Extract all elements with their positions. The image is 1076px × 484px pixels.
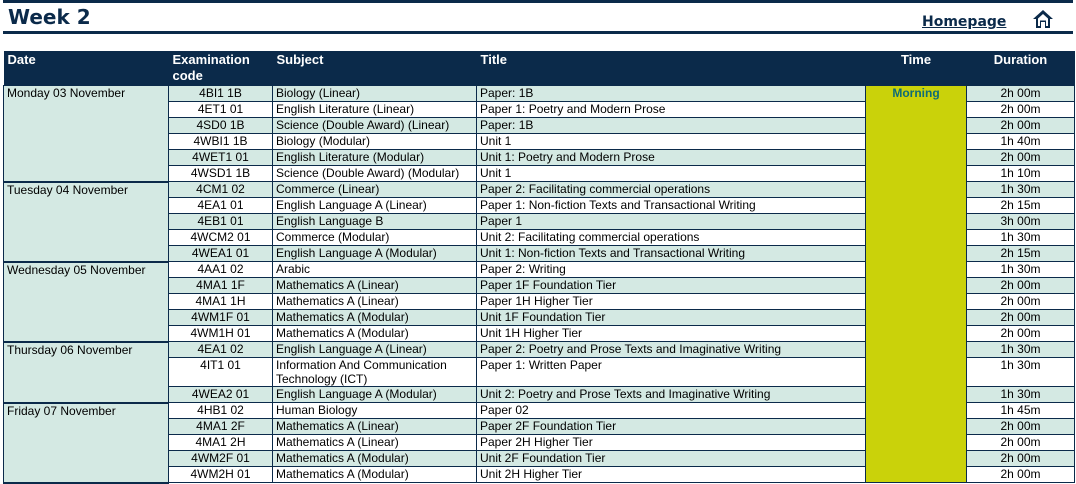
exam-code: 4WM1H 01	[169, 326, 273, 342]
subject-name: Mathematics A (Modular)	[273, 467, 477, 483]
exam-code: 4MA1 2H	[169, 435, 273, 451]
subject-name: Biology (Modular)	[273, 134, 477, 150]
paper-title: Unit 2: Poetry and Prose Texts and Imaginative Writing	[477, 387, 866, 403]
subject-name: Mathematics A (Linear)	[273, 294, 477, 310]
paper-title: Unit 2H Higher Tier	[477, 467, 866, 483]
exam-code: 4CM1 02	[169, 182, 273, 198]
exam-date: Thursday 06 November	[4, 342, 169, 403]
paper-title: Paper: 1B	[477, 118, 866, 134]
subject-name: Mathematics A (Linear)	[273, 435, 477, 451]
header-date: Date	[4, 51, 169, 86]
exam-duration: 2h 00m	[967, 310, 1075, 326]
exam-duration: 2h 15m	[967, 198, 1075, 214]
subject-name: Mathematics A (Modular)	[273, 451, 477, 467]
paper-title: Unit 1F Foundation Tier	[477, 310, 866, 326]
exam-duration: 2h 00m	[967, 86, 1075, 102]
exam-duration: 2h 00m	[967, 278, 1075, 294]
exam-duration: 1h 30m	[967, 262, 1075, 278]
paper-title: Paper 1: Non-fiction Texts and Transactional Writing	[477, 198, 866, 214]
subject-name: Mathematics A (Modular)	[273, 326, 477, 342]
exam-timetable	[3, 51, 1075, 484]
exam-code: 4SD0 1B	[169, 118, 273, 134]
subject-name: Biology (Linear)	[273, 86, 477, 102]
paper-title: Unit 1H Higher Tier	[477, 326, 866, 342]
exam-code: 4WM2H 01	[169, 467, 273, 483]
subject-name: Mathematics A (Linear)	[273, 278, 477, 294]
paper-title: Paper 2F Foundation Tier	[477, 419, 866, 435]
paper-title: Unit 1	[477, 134, 866, 150]
page-title: Week 2	[8, 5, 91, 29]
subject-name: Mathematics A (Linear)	[273, 419, 477, 435]
exam-duration: 1h 30m	[967, 230, 1075, 246]
paper-title: Paper 1: Poetry and Modern Prose	[477, 102, 866, 118]
paper-title: Paper 2H Higher Tier	[477, 435, 866, 451]
paper-title: Unit 1: Poetry and Modern Prose	[477, 150, 866, 166]
exam-duration: 2h 00m	[967, 150, 1075, 166]
home-icon[interactable]	[1032, 9, 1054, 29]
exam-code: 4WBI1 1B	[169, 134, 273, 150]
subject-name: English Language A (Linear)	[273, 198, 477, 214]
subject-name: Arabic	[273, 262, 477, 278]
header-duration: Duration	[967, 51, 1075, 86]
exam-code: 4WEA1 01	[169, 246, 273, 262]
exam-code: 4EA1 02	[169, 342, 273, 358]
paper-title: Paper 1H Higher Tier	[477, 294, 866, 310]
exam-duration: 1h 45m	[967, 403, 1075, 419]
subject-name: English Language A (Modular)	[273, 387, 477, 403]
exam-code: 4MA1 1H	[169, 294, 273, 310]
paper-title: Paper 1F Foundation Tier	[477, 278, 866, 294]
subject-name: English Language B	[273, 214, 477, 230]
exam-duration: 2h 00m	[967, 326, 1075, 342]
paper-title: Paper 1: Written Paper	[477, 358, 866, 387]
exam-code: 4EA1 01	[169, 198, 273, 214]
exam-duration: 2h 00m	[967, 435, 1075, 451]
subject-name: English Literature (Linear)	[273, 102, 477, 118]
exam-duration: 2h 00m	[967, 294, 1075, 310]
exam-code: 4MA1 1F	[169, 278, 273, 294]
exam-code: 4ET1 01	[169, 102, 273, 118]
exam-duration: 2h 00m	[967, 419, 1075, 435]
session-time: Morning	[866, 86, 967, 483]
header-title: Title	[477, 51, 866, 86]
header-row	[4, 51, 1075, 86]
subject-name: Science (Double Award) (Linear)	[273, 118, 477, 134]
paper-title: Paper 2: Facilitating commercial operations	[477, 182, 866, 198]
timetable-body	[4, 86, 1075, 483]
exam-code: 4AA1 02	[169, 262, 273, 278]
subject-name: Commerce (Modular)	[273, 230, 477, 246]
subject-name: Human Biology	[273, 403, 477, 419]
subject-name: English Language A (Linear)	[273, 342, 477, 358]
paper-title: Paper 2: Writing	[477, 262, 866, 278]
subject-name: Information And Communication Technology (ICT)	[273, 358, 477, 387]
exam-code: 4BI1 1B	[169, 86, 273, 102]
header-code: Examination code	[169, 51, 273, 86]
exam-duration: 2h 00m	[967, 118, 1075, 134]
exam-date: Friday 07 November	[4, 403, 169, 483]
exam-code: 4HB1 02	[169, 403, 273, 419]
exam-date: Monday 03 November	[4, 86, 169, 182]
paper-title: Unit 2: Facilitating commercial operations	[477, 230, 866, 246]
exam-duration: 2h 00m	[967, 451, 1075, 467]
exam-code: 4WEA2 01	[169, 387, 273, 403]
paper-title: Unit 2F Foundation Tier	[477, 451, 866, 467]
subject-name: English Language A (Modular)	[273, 246, 477, 262]
exam-code: 4EB1 01	[169, 214, 273, 230]
exam-code: 4WM1F 01	[169, 310, 273, 326]
exam-date: Tuesday 04 November	[4, 182, 169, 262]
exam-code: 4WSD1 1B	[169, 166, 273, 182]
paper-title: Paper 1	[477, 214, 866, 230]
exam-code: 4WET1 01	[169, 150, 273, 166]
subject-name: Commerce (Linear)	[273, 182, 477, 198]
subject-name: Science (Double Award) (Modular)	[273, 166, 477, 182]
exam-duration: 1h 30m	[967, 342, 1075, 358]
top-border	[3, 0, 1073, 3]
paper-title: Paper 02	[477, 403, 866, 419]
exam-duration: 1h 40m	[967, 134, 1075, 150]
exam-duration: 1h 30m	[967, 358, 1075, 387]
homepage-link[interactable]: Homepage	[922, 14, 1007, 30]
exam-date: Wednesday 05 November	[4, 262, 169, 342]
paper-title: Unit 1: Non-fiction Texts and Transactional Writing	[477, 246, 866, 262]
paper-title: Unit 1	[477, 166, 866, 182]
exam-code: 4WM2F 01	[169, 451, 273, 467]
paper-title: Paper 2: Poetry and Prose Texts and Imaginative Writing	[477, 342, 866, 358]
header-subject: Subject	[273, 51, 477, 86]
exam-duration: 2h 00m	[967, 102, 1075, 118]
exam-code: 4IT1 01	[169, 358, 273, 387]
exam-code: 4MA1 2F	[169, 419, 273, 435]
exam-duration: 2h 00m	[967, 467, 1075, 483]
subject-name: Mathematics A (Modular)	[273, 310, 477, 326]
paper-title: Paper: 1B	[477, 86, 866, 102]
header-time: Time	[866, 51, 967, 86]
exam-duration: 2h 15m	[967, 246, 1075, 262]
subject-name: English Literature (Modular)	[273, 150, 477, 166]
exam-duration: 1h 10m	[967, 166, 1075, 182]
title-rule	[3, 31, 1073, 34]
table-row	[4, 86, 1075, 102]
exam-duration: 1h 30m	[967, 387, 1075, 403]
exam-duration: 3h 00m	[967, 214, 1075, 230]
exam-code: 4WCM2 01	[169, 230, 273, 246]
exam-duration: 1h 30m	[967, 182, 1075, 198]
